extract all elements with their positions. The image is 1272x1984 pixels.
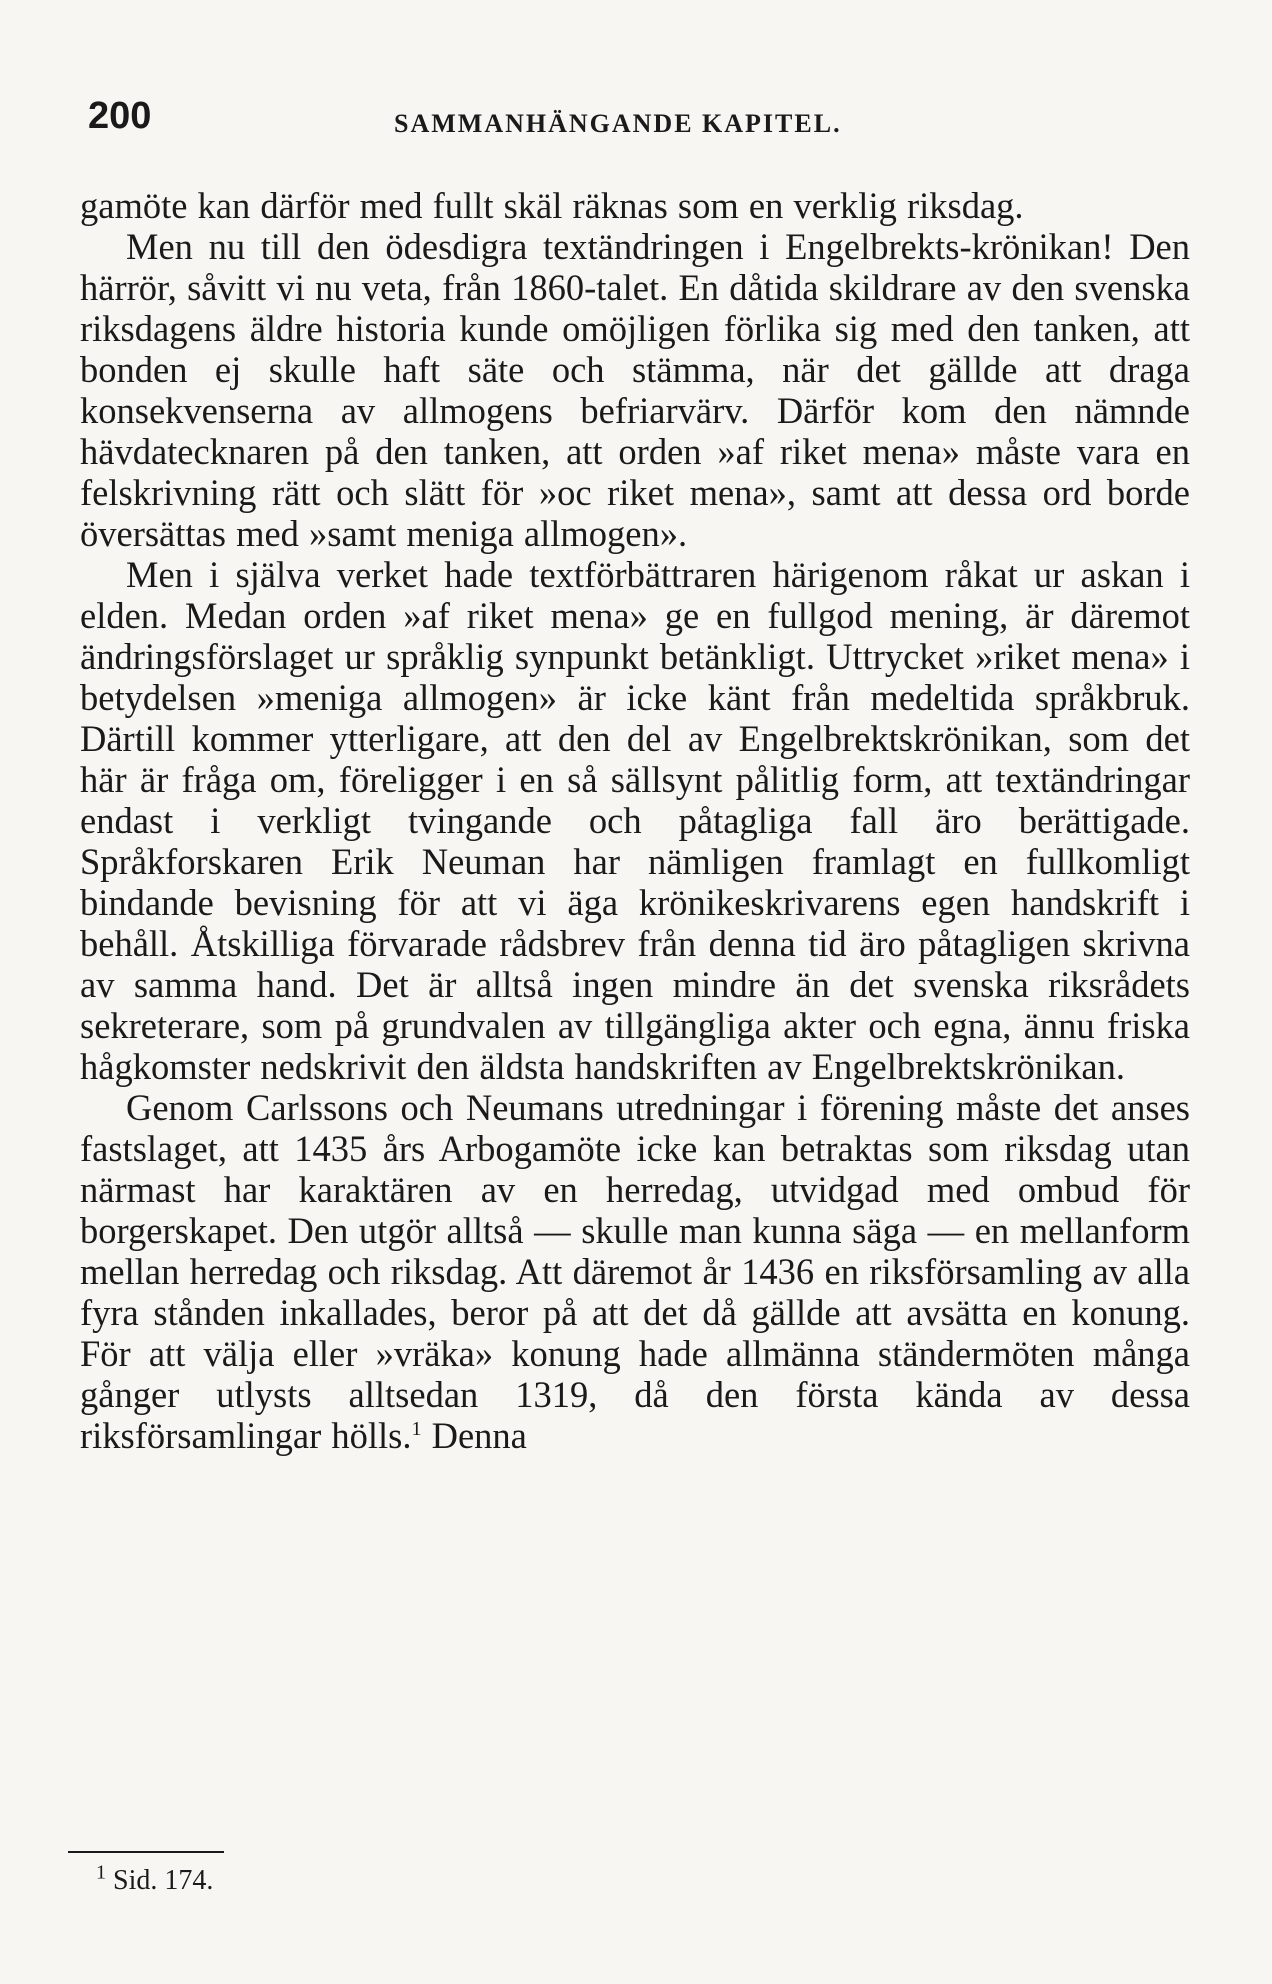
chapter-title: SAMMANHÄNGANDE KAPITEL. [394, 109, 842, 138]
footnote-text: Sid. 174. [113, 1865, 214, 1896]
footnote [96, 1861, 214, 1897]
page-number: 200 [88, 95, 152, 137]
paragraph-1: gamöte kan därför med fullt skäl räknas som en verklig riksdag. [80, 185, 1024, 226]
footnote-mark: 1 [96, 1861, 106, 1884]
running-head [80, 95, 1190, 145]
paragraph-4 [80, 1087, 1190, 1456]
paragraph-2: Men nu till den ödesdigra textändringen i Engelbrekts-krönikan! Den härrör, såvitt vi nu veta, från 1860-talet. En dåtida skildrare av den svenska riksdagens äldre historia kunde omöjligen förlika sig med den tanken, att bonden ej skulle haft säte och stämma, när det gällde att draga konsekvenserna av allmogens befriarvärv. Därför kom den nämnde hävdatecknaren på den tanken, att orden »af riket mena» måste vara en felskrivning rätt och slätt för »oc riket mena», samt att dessa ord borde översättas med »samt meniga allmogen». [80, 226, 1190, 554]
paragraph-4-tail: Denna [431, 1415, 527, 1456]
paragraph-3: Men i själva verket hade textförbättraren härigenom råkat ur askan i elden. Medan orden »af riket mena» ge en fullgod mening, är däremot ändringsförslaget ur språklig synpunkt betänkligt. Uttrycket »riket mena» i betydelsen »meniga allmogen» är icke känt från medeltida språkbruk. Därtill kommer ytterligare, att den del av Engelbrektskrönikan, som det här är fråga om, föreligger i en så sällsynt pålitlig form, att textändringar endast i verkligt tvingande och påtagliga fall äro berättigade. Språkforskaren Erik Neuman har nämligen framlagt en fullkomligt bindande bevisning för att vi äga krönikeskrivarens egen handskrift i behåll. Åtskilliga förvarade rådsbrev från denna tid äro påtagligen skrivna av samma hand. Det är alltså ingen mindre än det svenska riksrådets sekreterare, som på grundvalen av tillgängliga akter och egna, ännu friska hågkomster nedskrivit den äldsta handskriften av Engelbrektskrönikan. [80, 554, 1190, 1087]
paragraph-4-text: Genom Carlssons och Neumans utredningar i förening måste det anses fastslaget, att 1435 års Arbogamöte icke kan betraktas som riksdag utan närmast har karaktären av en herredag, utvidgad med ombud för borgerskapet. Den utgör alltså — skulle man kunna säga — en mellanform mellan herredag och riksdag. Att däremot år 1436 en riksförsamling av alla fyra stånden inkallades, beror på att det då gällde att avsätta en konung. För att välja eller »vräka» konung hade allmänna ständermöten många gånger utlysts alltsedan 1319, då den första kända av dessa riksförsamlingar hölls. [80, 1087, 1190, 1456]
footnote-divider [68, 1851, 224, 1853]
body-text [80, 185, 1190, 1456]
page [80, 95, 1190, 1456]
footnote-reference: 1 [411, 1417, 422, 1440]
